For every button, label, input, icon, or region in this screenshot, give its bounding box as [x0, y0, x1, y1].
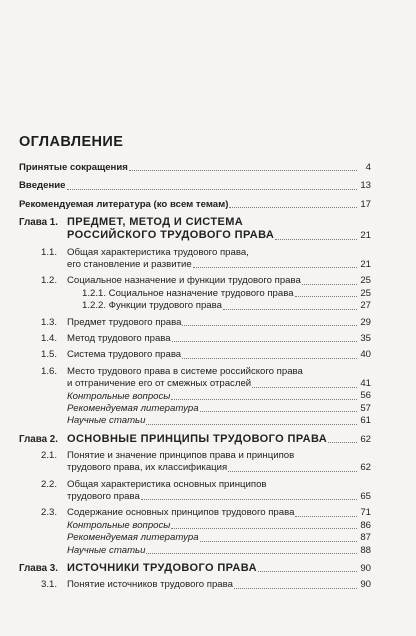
page-number: 57 — [360, 402, 371, 414]
toc-entry-title: Общая характеристика основных принципов — [67, 478, 267, 490]
toc-entry-title: ИСТОЧНИКИ ТРУДОВОГО ПРАВА — [67, 562, 257, 575]
toc-entry-title: Содержание основных принципов трудового права — [67, 507, 295, 519]
toc-entry-title: Метод трудового права — [67, 332, 171, 344]
toc-entry-number: 1.5. — [41, 349, 58, 361]
toc-entry-title: ОСНОВНЫЕ ПРИНЦИПЫ ТРУДОВОГО ПРАВА — [67, 432, 328, 445]
toc-entry-number: 1.6. — [41, 365, 58, 377]
toc-entry-number: Глава 3. — [19, 563, 58, 575]
toc-entry[interactable] — [19, 349, 371, 361]
toc-entry-title: Рекомендуемая литература — [67, 402, 199, 414]
page-number: 25 — [360, 287, 371, 299]
toc-entry[interactable] — [19, 300, 371, 312]
toc-entry-title: трудового права, их классификация — [67, 462, 228, 474]
toc-entry-title: его становление и развитие — [67, 258, 192, 270]
page-title: ОГЛАВЛЕНИЕ — [19, 134, 124, 150]
page-number: 35 — [360, 332, 371, 344]
toc-entry-title: Введение — [19, 180, 66, 192]
dot-leader — [182, 325, 357, 326]
toc-entry[interactable] — [19, 162, 371, 174]
toc-entry-title: Контрольные вопросы — [67, 519, 171, 531]
dot-leader — [302, 284, 357, 285]
toc-entry-number: 1.3. — [41, 316, 58, 328]
toc-entry-title: Система трудового права — [67, 349, 182, 361]
toc-entry[interactable] — [19, 520, 371, 532]
toc-entry-title: Понятие источников трудового права — [67, 579, 233, 591]
toc-entry[interactable] — [19, 415, 371, 427]
toc-entry[interactable] — [19, 180, 371, 192]
dot-leader — [223, 309, 357, 310]
toc-entry-title: трудового права — [67, 491, 140, 503]
dot-leader — [146, 553, 357, 554]
toc-entry-number: 2.1. — [41, 449, 58, 461]
page-number: 40 — [360, 349, 371, 361]
toc-entry-title: Рекомендуемая литература (ко всем темам) — [19, 198, 229, 210]
toc-entry-title: Контрольные вопросы — [67, 390, 171, 402]
page-number: 62 — [360, 462, 371, 474]
toc-entry[interactable] — [19, 275, 371, 287]
dot-leader — [171, 399, 357, 400]
toc-entry[interactable] — [19, 247, 371, 272]
toc-entry[interactable] — [19, 333, 371, 345]
dot-leader — [228, 471, 357, 472]
dot-leader — [275, 239, 357, 240]
toc-entry-title: ПРЕДМЕТ, МЕТОД И СИСТЕМА — [67, 216, 244, 229]
page-number: 41 — [360, 378, 371, 390]
dot-leader — [67, 189, 358, 190]
toc-entry[interactable] — [19, 545, 371, 557]
dot-leader — [146, 424, 357, 425]
toc-entry-number: 3.1. — [41, 579, 58, 591]
toc-entry-title: Понятие и значение принципов права и принципов — [67, 449, 295, 461]
toc-entry[interactable] — [19, 532, 371, 544]
toc-entry[interactable] — [19, 317, 371, 329]
toc-entry-title: 1.2.2. Функции трудового права — [82, 300, 222, 312]
toc-entry[interactable] — [19, 403, 371, 415]
toc-entry-number: Глава 1. — [19, 217, 58, 229]
toc-entry[interactable] — [19, 450, 371, 475]
page-number: 62 — [360, 433, 371, 445]
toc-entry-title: 1.2.1. Социальное назначение трудового права — [82, 287, 294, 299]
toc-entry-title: Научные статьи — [67, 415, 146, 427]
dot-leader — [141, 499, 357, 500]
page-number: 61 — [360, 415, 371, 427]
dot-leader — [171, 528, 357, 529]
page-number: 65 — [360, 491, 371, 503]
toc-entry[interactable] — [19, 479, 371, 504]
page-number: 25 — [360, 275, 371, 287]
toc-entry-number: 2.3. — [41, 507, 58, 519]
toc-entry[interactable] — [19, 366, 371, 391]
toc-entry-title: и отграничение его от смежных отраслей — [67, 378, 252, 390]
page-number: 90 — [360, 563, 371, 574]
toc-entry[interactable] — [19, 507, 371, 519]
toc-entry-title: Научные статьи — [67, 544, 146, 556]
toc-entry-title: Предмет трудового права — [67, 316, 182, 328]
dot-leader — [234, 588, 357, 589]
dot-leader — [172, 341, 357, 342]
toc-entry-number: 1.2. — [41, 275, 58, 287]
toc-entry-number: 1.1. — [41, 246, 58, 258]
toc-entry[interactable] — [19, 391, 371, 403]
dot-leader — [200, 411, 357, 412]
toc-chapter[interactable] — [19, 216, 371, 242]
page-number: 21 — [360, 258, 371, 270]
table-of-contents — [19, 162, 371, 592]
page-number: 71 — [360, 507, 371, 519]
page-number: 27 — [360, 300, 371, 312]
toc-entry-title: Социальное назначение и функции трудового права — [67, 275, 301, 287]
toc-chapter[interactable] — [19, 562, 371, 575]
page-number: 13 — [360, 180, 371, 192]
dot-leader — [258, 571, 357, 572]
toc-entry-title: Место трудового права в системе российского права — [67, 365, 303, 377]
page-number: 90 — [360, 579, 371, 591]
toc-entry-number: Глава 2. — [19, 433, 58, 445]
page-number: 17 — [360, 198, 371, 210]
toc-entry[interactable] — [19, 288, 371, 300]
toc-chapter[interactable] — [19, 433, 371, 446]
toc-entry-title: Принятые сокращения — [19, 162, 128, 173]
page-number: 86 — [360, 519, 371, 531]
dot-leader — [252, 387, 357, 388]
page-number: 29 — [360, 316, 371, 328]
page-number: 87 — [360, 532, 371, 544]
dot-leader — [295, 296, 357, 297]
dot-leader — [229, 207, 357, 208]
dot-leader — [129, 170, 357, 171]
toc-entry[interactable] — [19, 579, 371, 591]
dot-leader — [193, 267, 357, 268]
page-number: 88 — [360, 544, 371, 556]
toc-entry-title: РОССИЙСКОГО ТРУДОВОГО ПРАВА — [67, 229, 275, 242]
toc-entry-number: 2.2. — [41, 478, 58, 490]
page-number: 4 — [365, 161, 371, 173]
toc-entry-title: Общая характеристика трудового права, — [67, 246, 249, 258]
toc-entry[interactable] — [19, 199, 371, 211]
toc-entry-number: 1.4. — [41, 332, 58, 344]
page-number: 21 — [360, 230, 371, 242]
page-number: 56 — [360, 390, 371, 402]
toc-entry-title: Рекомендуемая литература — [67, 532, 199, 544]
dot-leader — [295, 516, 357, 517]
dot-leader — [182, 358, 357, 359]
dot-leader — [328, 442, 357, 443]
dot-leader — [200, 541, 357, 542]
